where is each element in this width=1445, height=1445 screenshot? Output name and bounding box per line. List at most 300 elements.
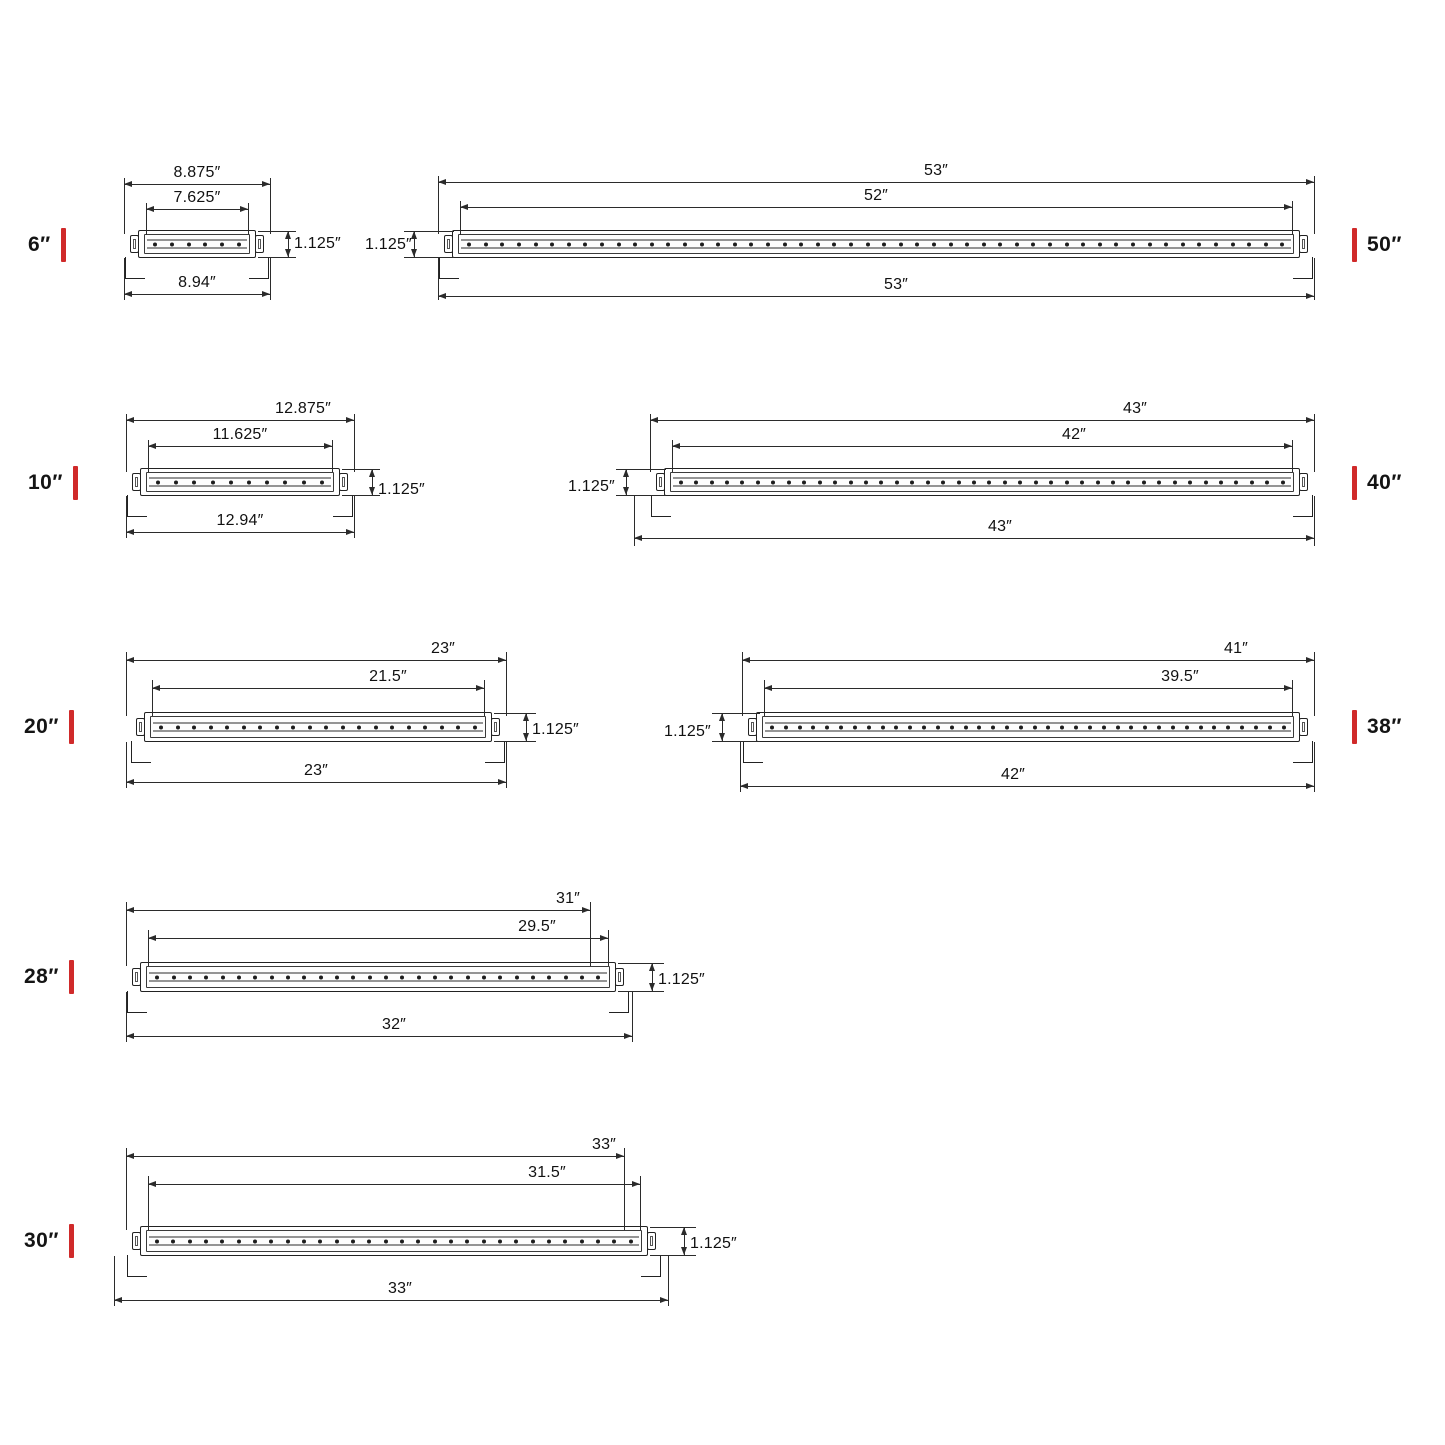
led-dot [283,480,287,484]
led-dot [531,1239,535,1243]
led-dot [500,242,504,246]
light-bar-10in [140,468,340,496]
led-dot [899,242,903,246]
led-dot [710,480,714,484]
led-dot [209,725,213,729]
led-dot [922,725,926,729]
bar-housing [664,468,1300,496]
led-dot [849,480,853,484]
led-dot [802,480,806,484]
led-dot [498,1239,502,1243]
mounting-bracket-left [127,1255,147,1277]
mounting-bracket-right [249,257,269,279]
led-dot [740,480,744,484]
led-dot [1282,725,1286,729]
led-dot [1164,242,1168,246]
led-dot [1142,480,1146,484]
led-lens-strip [147,240,247,249]
led-dot [964,725,968,729]
led-dot [247,480,251,484]
size-label-text: 6″ [28,233,51,256]
dimension-line-height [372,469,373,495]
led-dot [1088,725,1092,729]
led-dot [204,975,208,979]
dimension-line-height [626,469,627,495]
led-dot [866,242,870,246]
led-dot [564,975,568,979]
led-dot [384,1239,388,1243]
end-cap-left [136,718,145,736]
led-dot [679,480,683,484]
mounting-bracket-right [1293,257,1313,279]
led-dot [949,242,953,246]
light-bar-40in [664,468,1300,496]
led-dot [1114,242,1118,246]
led-dot [1281,480,1285,484]
led-dot [482,1239,486,1243]
led-lens-strip [149,478,331,487]
led-dot [237,242,241,246]
led-dot [286,975,290,979]
led-dot [1018,480,1022,484]
dimension-line-outer-bottom [126,1036,632,1037]
led-dot [433,975,437,979]
led-dot [170,242,174,246]
led-lens-strip [673,478,1291,487]
led-dot [694,480,698,484]
dimension-line-inner [148,938,608,939]
light-bar-30in [140,1226,648,1256]
led-dot [1212,725,1216,729]
size-label-6in [28,228,66,262]
extension-line [506,742,507,788]
led-dot [700,242,704,246]
dimension-text: 1.125″ [378,481,425,498]
led-dot [335,975,339,979]
dimension-line-outer-top [124,184,270,185]
led-dot [547,975,551,979]
extension-line [270,258,271,300]
led-dot [258,725,262,729]
led-dot [617,242,621,246]
dimension-line-height [684,1227,685,1255]
led-dot [910,480,914,484]
dimension-line-outer-bottom [740,786,1314,787]
dimension-line-outer-bottom [634,538,1314,539]
led-dot [915,242,919,246]
extension-line [632,992,633,1042]
extension-line [624,1148,625,1230]
led-dot [357,725,361,729]
led-dot [1126,480,1130,484]
led-dot [1219,480,1223,484]
led-dot [749,242,753,246]
led-dot [941,480,945,484]
dimension-line-height [526,713,527,741]
led-dot [204,1239,208,1243]
led-dot [270,975,274,979]
dimension-line-outer-top [438,182,1314,183]
dimension-text: 7.625″ [173,189,221,206]
mounting-bracket-left [127,991,147,1013]
led-dot [531,975,535,979]
dimension-text: 42″ [1000,766,1026,783]
dimension-line-height [288,231,289,257]
size-label-text: 30″ [24,1229,59,1252]
dimension-text: 43″ [1122,400,1148,417]
extension-line [354,414,355,472]
led-dot [237,975,241,979]
led-dot [867,725,871,729]
dimension-line-inner [148,1184,640,1185]
led-dot [1231,242,1235,246]
led-dot [1247,242,1251,246]
led-dot [171,1239,175,1243]
led-dot [155,1239,159,1243]
led-dot [192,480,196,484]
led-dot [341,725,345,729]
led-dot [265,480,269,484]
led-dot [725,480,729,484]
led-dot [683,242,687,246]
led-dot [188,1239,192,1243]
led-dot [1049,480,1053,484]
light-bar-38in [756,712,1300,742]
led-dot [936,725,940,729]
accent-bar [73,466,78,500]
led-lens-strip [765,723,1291,732]
led-dot [650,242,654,246]
end-cap-right [491,718,500,736]
dimension-line-outer-bottom [126,532,354,533]
led-dot [853,725,857,729]
led-dot [1131,242,1135,246]
dimension-line-outer-bottom [114,1300,668,1301]
led-dot [1226,725,1230,729]
extension-line [640,1176,641,1230]
size-label-text: 50″ [1367,233,1402,256]
extension-line [332,440,333,472]
extension-line [1314,414,1315,472]
led-lens-strip [149,973,607,982]
led-dot [368,975,372,979]
led-dot [318,1239,322,1243]
led-dot [253,1239,257,1243]
led-dot [783,242,787,246]
dimension-line-outer-top [126,1156,624,1157]
extension-line [248,203,249,235]
mounting-bracket-right [1293,741,1313,763]
led-dot [484,242,488,246]
led-lens-strip [461,240,1291,249]
led-dot [253,975,257,979]
led-dot [1080,480,1084,484]
dimension-line-outer-bottom [438,296,1314,297]
led-dot [221,975,225,979]
led-dot [1102,725,1106,729]
end-cap-right [1299,473,1308,491]
dimension-text: 32″ [381,1016,407,1033]
led-dot [580,1239,584,1243]
led-dot [1185,725,1189,729]
led-dot [832,242,836,246]
extension-line [590,902,591,966]
bar-housing [138,230,256,258]
led-dot [473,725,477,729]
led-dot [1148,242,1152,246]
led-dot [286,1239,290,1243]
light-bar-20in [144,712,492,742]
dimension-line-outer-top [126,910,590,911]
led-dot [1081,242,1085,246]
accent-bar [1352,710,1357,744]
end-cap-left [444,235,453,253]
mounting-bracket-left [131,741,151,763]
end-cap-left [748,718,757,736]
extension-line [1314,652,1315,716]
led-dot [1181,242,1185,246]
extension-line [608,930,609,966]
led-dot [1204,480,1208,484]
led-dot [1171,725,1175,729]
led-dot [908,725,912,729]
extension-line [1292,680,1293,716]
led-dot [320,480,324,484]
dimension-line-inner [672,446,1292,447]
led-dot [1019,725,1023,729]
led-dot [351,1239,355,1243]
bar-housing [756,712,1300,742]
led-dot [1065,480,1069,484]
led-dot [466,975,470,979]
extension-line [126,1148,127,1230]
led-dot [335,1239,339,1243]
led-dot [881,725,885,729]
extension-line [494,741,536,742]
accent-bar [61,228,66,262]
end-cap-right [255,235,264,253]
led-dot [517,242,521,246]
dimension-line-height [652,963,653,991]
size-label-30in [24,1224,74,1258]
led-dot [864,480,868,484]
dimension-text: 12.94″ [216,512,264,529]
extension-line [404,257,454,258]
dimension-text: 31″ [555,890,581,907]
led-dot [269,1239,273,1243]
light-bar-50in [452,230,1300,258]
led-dot [465,1239,469,1243]
led-dot [390,725,394,729]
size-label-38in [1352,710,1402,744]
led-dot [187,242,191,246]
end-cap-left [656,473,665,491]
led-dot [716,242,720,246]
led-lens-strip [153,723,483,732]
led-dot [498,975,502,979]
end-cap-left [132,473,141,491]
led-dot [987,480,991,484]
dimension-line-height [414,231,415,257]
led-dot [1048,242,1052,246]
led-dot [991,725,995,729]
dimension-text: 43″ [987,518,1013,535]
dimension-line-outer-top [650,420,1314,421]
led-dot [1157,480,1161,484]
end-cap-left [132,968,141,986]
dimension-text: 53″ [923,162,949,179]
accent-bar [1352,466,1357,500]
led-lens-strip [149,1237,639,1246]
led-dot [957,480,961,484]
extension-line [506,652,507,716]
dimension-line-inner [146,209,248,210]
dimension-text: 1.125″ [658,971,705,988]
dimension-text: 1.125″ [690,1235,737,1252]
led-dot [633,242,637,246]
extension-line [1314,176,1315,234]
led-dot [818,480,822,484]
led-dot [400,1239,404,1243]
led-dot [1268,725,1272,729]
led-dot [1111,480,1115,484]
led-dot [600,242,604,246]
size-label-28in [24,960,74,994]
led-dot [416,1239,420,1243]
led-dot [1254,725,1258,729]
dimension-text: 1.125″ [294,235,341,252]
led-dot [787,480,791,484]
dimension-text: 31.5″ [528,1164,566,1181]
end-cap-left [130,235,139,253]
accent-bar [69,960,74,994]
led-dot [242,725,246,729]
led-dot [302,975,306,979]
led-dot [203,242,207,246]
dimension-line-inner [148,446,332,447]
accent-bar [69,1224,74,1258]
mounting-bracket-left [439,257,459,279]
mounting-bracket-right [641,1255,661,1277]
led-dot [172,975,176,979]
led-dot [1129,725,1133,729]
led-dot [799,242,803,246]
dimension-text: 1.125″ [664,723,711,740]
led-dot [1098,242,1102,246]
led-dot [1265,480,1269,484]
led-dot [514,1239,518,1243]
led-dot [456,725,460,729]
bar-housing [140,468,340,496]
size-label-40in [1352,466,1402,500]
led-dot [965,242,969,246]
bar-housing [144,712,492,742]
dimension-text: 33″ [591,1136,617,1153]
led-dot [1173,480,1177,484]
led-dot [1234,480,1238,484]
mounting-bracket-right [333,495,353,517]
led-dot [666,242,670,246]
dimension-line-height [722,713,723,741]
led-dot [895,480,899,484]
led-dot [580,975,584,979]
led-dot [894,725,898,729]
mounting-bracket-left [125,257,145,279]
led-dot [1214,242,1218,246]
dimension-text: 11.625″ [212,426,268,443]
led-dot [849,242,853,246]
led-dot [1034,480,1038,484]
end-cap-right [647,1232,656,1250]
dimension-text: 21.5″ [369,668,407,685]
led-dot [596,1239,600,1243]
accent-bar [69,710,74,744]
extension-line [650,1255,696,1256]
led-dot [400,975,404,979]
led-dot [324,725,328,729]
dimension-text: 1.125″ [532,721,579,738]
led-dot [596,975,600,979]
mounting-bracket-left [743,741,763,763]
led-dot [449,975,453,979]
led-dot [1250,480,1254,484]
led-dot [159,725,163,729]
led-dot [833,480,837,484]
led-dot [1060,725,1064,729]
dimension-line-outer-top [126,420,354,421]
led-dot [153,242,157,246]
size-label-text: 40″ [1367,471,1402,494]
led-dot [423,725,427,729]
led-dot [449,1239,453,1243]
bar-housing [140,1226,648,1256]
led-dot [1264,242,1268,246]
extension-line [1314,258,1315,300]
led-dot [384,975,388,979]
dimension-line-inner [152,688,484,689]
extension-line [342,495,380,496]
dimension-text: 41″ [1223,640,1249,657]
led-dot [932,242,936,246]
led-dot [998,242,1002,246]
mounting-bracket-right [609,991,629,1013]
led-dot [319,975,323,979]
dimension-text: 1.125″ [365,236,412,253]
accent-bar [1352,228,1357,262]
mounting-bracket-right [485,741,505,763]
led-dot [229,480,233,484]
extension-line [1292,201,1293,235]
led-dot [302,480,306,484]
led-dot [237,1239,241,1243]
mounting-bracket-right [1293,495,1313,517]
led-dot [176,725,180,729]
led-dot [1065,242,1069,246]
dimension-text: 52″ [863,187,889,204]
dimension-text: 23″ [430,640,456,657]
led-dot [1015,242,1019,246]
led-dot [367,1239,371,1243]
led-dot [220,1239,224,1243]
led-dot [972,480,976,484]
led-dot [417,975,421,979]
led-dot [766,242,770,246]
led-dot [1197,242,1201,246]
led-dot [982,242,986,246]
extension-line [618,991,664,992]
dimension-text: 8.94″ [178,274,216,291]
extension-line [1292,440,1293,472]
